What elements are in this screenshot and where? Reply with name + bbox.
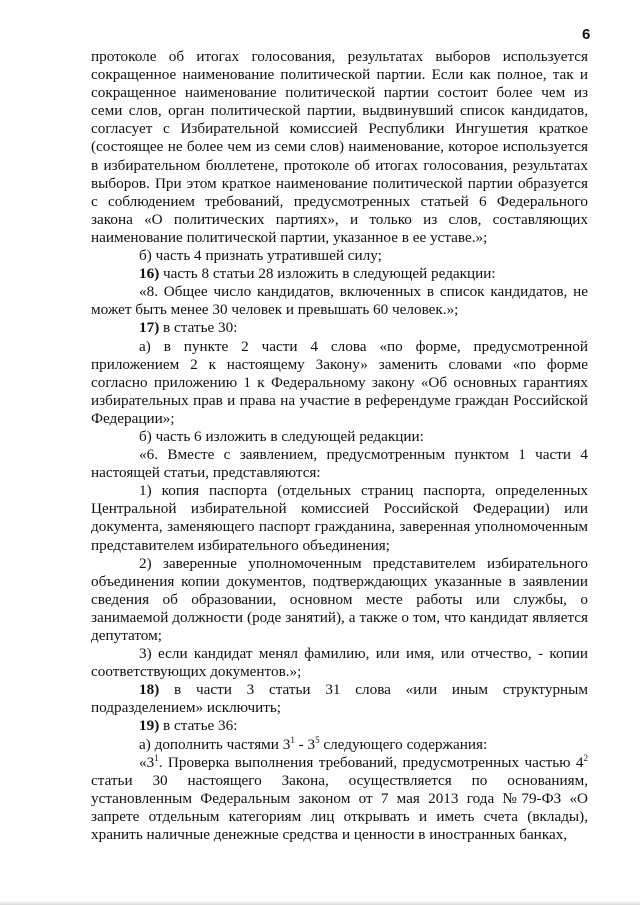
paragraph: 1) копия паспорта (отдельных страниц паспорта, определенных Центральной избирательной комиссией Российской Федерации) или документа, заменяющего паспорт гражданина, заверенная уполномоченным представителем избирательного объединения; — [91, 482, 588, 554]
paragraph: 2) заверенные уполномоченным представителем избирательного объединения копии документов, подтверждающих указанные в заявлении сведения об образовании, основном месте работы или службы, о занимаемой должности (роде занятий), а также о том, что кандидат является депутатом; — [91, 554, 588, 644]
item-number: 19) — [139, 717, 160, 735]
paragraph — [91, 736, 588, 754]
scan-edge — [0, 901, 640, 905]
text-run: статьи 30 настоящего Закона, осуществляется по основаниям, установленным Федеральным законом от 7 мая 2013 года №79-ФЗ «О запрете отдельным категориям лиц открывать и иметь счета (вклады), хранить наличные денежные средства и ценности в иностранных банках, — [91, 771, 588, 844]
text-run: «3 — [139, 753, 155, 771]
item-number: 16) — [139, 265, 160, 283]
paragraph: 3) если кандидат менял фамилию, или имя, или отчество, - копии соответствующих документов.»; — [91, 645, 588, 681]
item-number: 18) — [139, 681, 160, 699]
page-number: 6 — [582, 26, 591, 43]
superscript: 1 — [154, 752, 159, 763]
list-item — [91, 265, 588, 283]
item-text: часть 8 статьи 28 изложить в следующей редакции: — [159, 265, 496, 283]
list-item — [91, 319, 588, 337]
superscript: 5 — [315, 734, 320, 745]
text-run: - 3 — [294, 735, 316, 753]
paragraph: «8. Общее число кандидатов, включенных в список кандидатов, не может быть менее 30 человек и превышать 60 человек.»; — [91, 283, 588, 319]
text-run: следующего содержания: — [319, 735, 488, 753]
paragraph: «6. Вместе с заявлением, предусмотренным пунктом 1 части 4 настоящей статьи, представляются: — [91, 446, 588, 482]
item-text: в статье 30: — [159, 319, 238, 337]
item-number: 17) — [139, 319, 160, 337]
document-body — [91, 48, 588, 844]
paragraph: а) в пункте 2 части 4 слова «по форме, предусмотренной приложением 2 к настоящему Закону» заменить словами «по форме согласно приложению 1 к Федеральному закону «Об основных гарантиях избирательных прав и права на участие в референдуме граждан Российской Федерации»; — [91, 337, 588, 427]
paragraph: б) часть 4 признать утратившей силу; — [139, 247, 382, 265]
superscript: 1 — [290, 734, 295, 745]
list-item — [91, 717, 588, 735]
paragraph: б) часть 6 изложить в следующей редакции: — [139, 427, 424, 445]
text-run: . Проверка выполнения требований, предусмотренных частью 4 — [158, 753, 584, 771]
paragraph — [91, 754, 588, 844]
item-text: в части 3 статьи 31 слова «или иным структурным подразделением» исключить; — [91, 681, 588, 717]
text-run: а) дополнить частями 3 — [139, 735, 291, 753]
paragraph: протоколе об итогах голосования, результатах выборов используется сокращенное наименование политической партии. Если как полное, так и сокращенное наименование политической партии состоит более чем из семи слов, орган политической партии, выдвинувший список кандидатов, согласует с Избирательной комиссией Республики Ингушетия краткое (состоящее не более чем из семи слов) наименование, которое используется в избирательном бюллетене, протоколе об итогах голосования, результатах выборов. При этом краткое наименование политической партии образуется с соблюдением требований, предусмотренных статьей 6 Федерального закона «О политических партиях», и только из слов, составляющих наименование политической партии, указанное в ее уставе.»; — [91, 48, 588, 246]
item-text: в статье 36: — [159, 717, 238, 735]
list-item — [91, 681, 588, 717]
superscript: 2 — [583, 752, 588, 763]
